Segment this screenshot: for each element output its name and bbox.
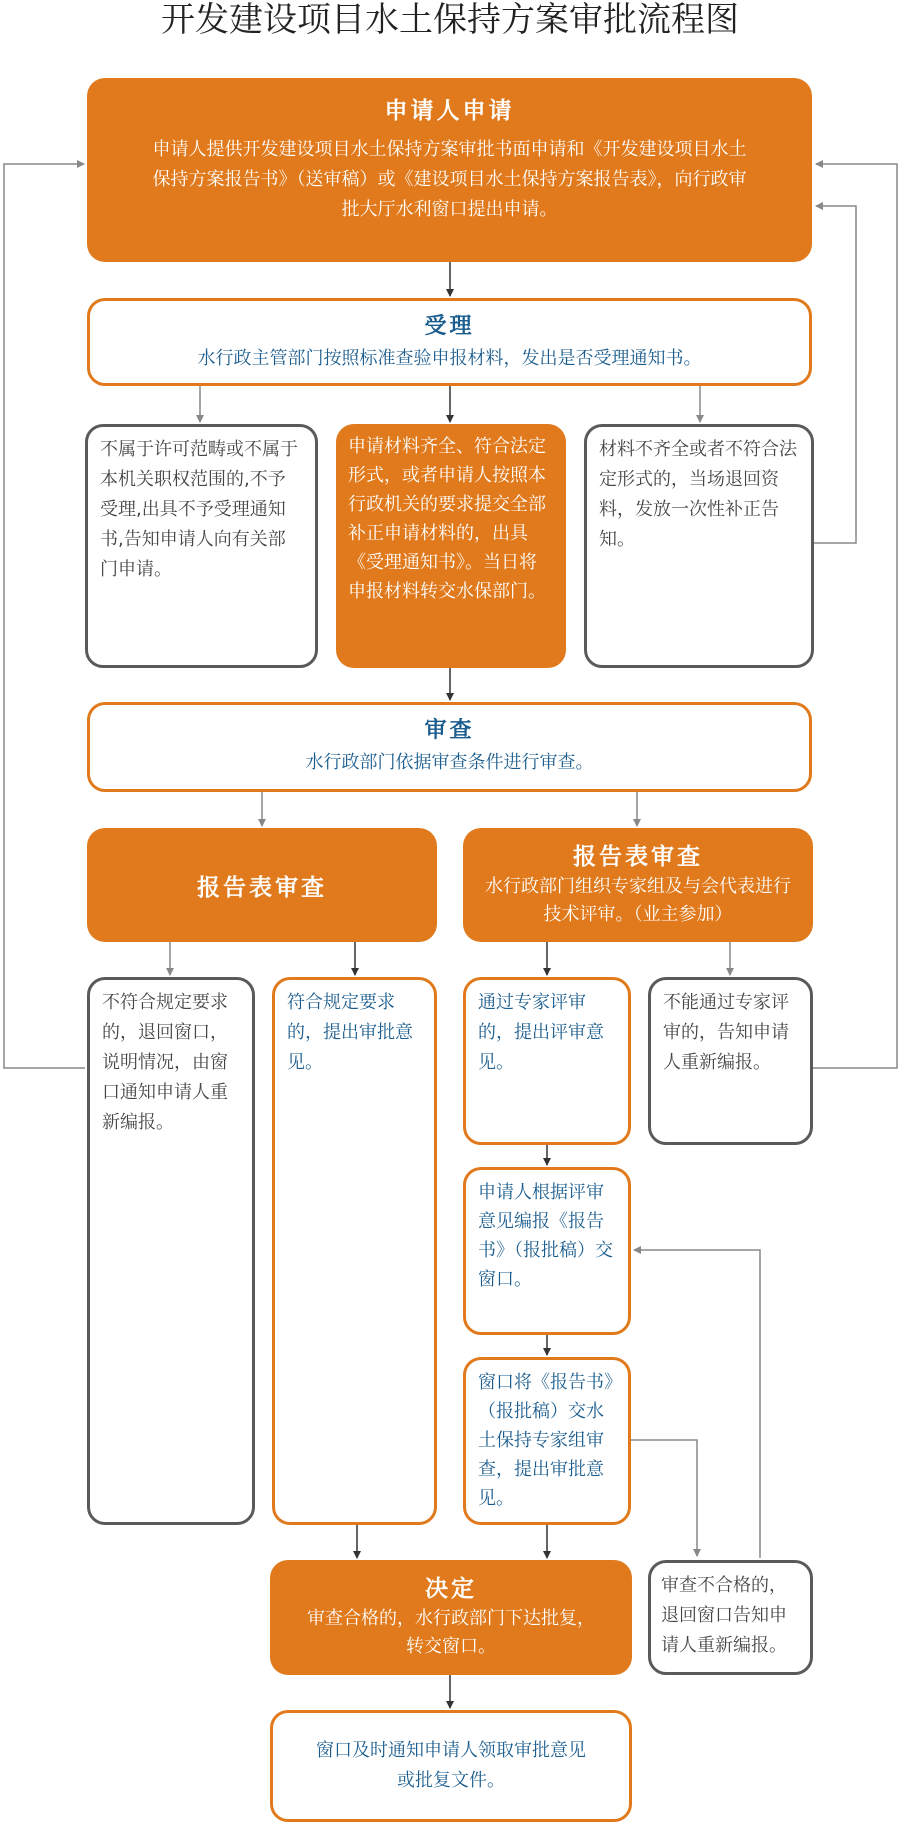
reject-scope-text: 不属于许可范畴或不属于本机关职权范围的,不予受理,出具不予受理通知书,告知申请人向有关部门申请。: [100, 439, 298, 580]
decision-box: [270, 1560, 632, 1675]
notify-box: [270, 1710, 632, 1822]
review-text: 水行政部门依据审查条件进行审查。: [305, 752, 594, 773]
decision-text: 审查合格的，水行政部门下达批复，转交窗口。: [307, 1608, 595, 1657]
apply-text: 申请人提供开发建设项目水土保持方案审批书面申请和《开发建设项目水土保持方案报告书》（送审稿）或《建设项目水土保持方案报告表》，向行政审批大厅水利窗口提出申请。: [152, 139, 747, 220]
accept-text: 水行政主管部门按照标准查验申报材料，发出是否受理通知书。: [197, 348, 702, 369]
revise-text: 申请人根据评审意见编报《报告书》（报批稿）交窗口。: [478, 1182, 613, 1290]
form-review-box: [87, 828, 437, 942]
expert-pass-text: 通过专家评审的，提出评审意见。: [478, 992, 604, 1073]
book-review-text: 水行政部门组织专家组及与会代表进行技术评审。（业主参加）: [485, 876, 791, 925]
review-box: [87, 702, 812, 792]
form-fail-box: [87, 977, 255, 1525]
final-fail-text: 审查不合格的，退回窗口告知申请人重新编报。: [661, 1575, 787, 1656]
loop-right-return: [812, 164, 897, 1068]
incomplete-box: [584, 424, 814, 668]
expert-fail-box: [648, 977, 813, 1145]
incomplete-text: 材料不齐全或者不符合法定形式的，当场退回资料，发放一次性补正告知。: [599, 439, 797, 550]
apply-heading: 申请人申请: [384, 98, 515, 124]
review-heading: 审查: [424, 718, 475, 743]
form-pass-box: [272, 977, 437, 1525]
accept-complete-box: [336, 424, 566, 668]
arrow-window-finalfail: [630, 1440, 697, 1556]
form-pass-text: 符合规定要求的，提出审批意见。: [287, 992, 413, 1073]
expert-fail-text: 不能通过专家评审的，告知申请人重新编报。: [663, 992, 789, 1073]
accept-heading: 受理: [424, 314, 475, 339]
form-fail-text: 不符合规定要求的，退回窗口，说明情况，由窗口通知申请人重新编报。: [102, 992, 228, 1133]
loop-left-return: [4, 164, 85, 1068]
book-review-box: [463, 828, 813, 942]
accept-box: [87, 298, 812, 386]
apply-box: [87, 78, 812, 262]
expert-pass-box: [463, 977, 631, 1145]
form-review-heading: 报告表审查: [197, 874, 327, 901]
final-fail-box: [648, 1560, 813, 1675]
reject-scope-box: [85, 424, 318, 668]
revise-box: [463, 1167, 631, 1335]
window-submit-box: [463, 1357, 631, 1525]
page-title: 开发建设项目水土保持方案审批流程图: [161, 0, 739, 40]
loop-incomplete-return: [812, 206, 856, 543]
window-submit-text: 窗口将《报告书》（报批稿）交水土保持专家组审查，提出审批意见。: [478, 1372, 613, 1509]
book-review-heading: 报告表审查: [573, 844, 703, 870]
decision-heading: 决定: [425, 1576, 477, 1602]
accept-complete-text: 申请材料齐全、符合法定形式，或者申请人按照本行政机关的要求提交全部补正申请材料的，出具《受理通知书》。当日将申报材料转交水保部门。: [348, 436, 546, 602]
notify-text: 窗口及时通知申请人领取审批意见或批复文件。: [316, 1740, 586, 1791]
